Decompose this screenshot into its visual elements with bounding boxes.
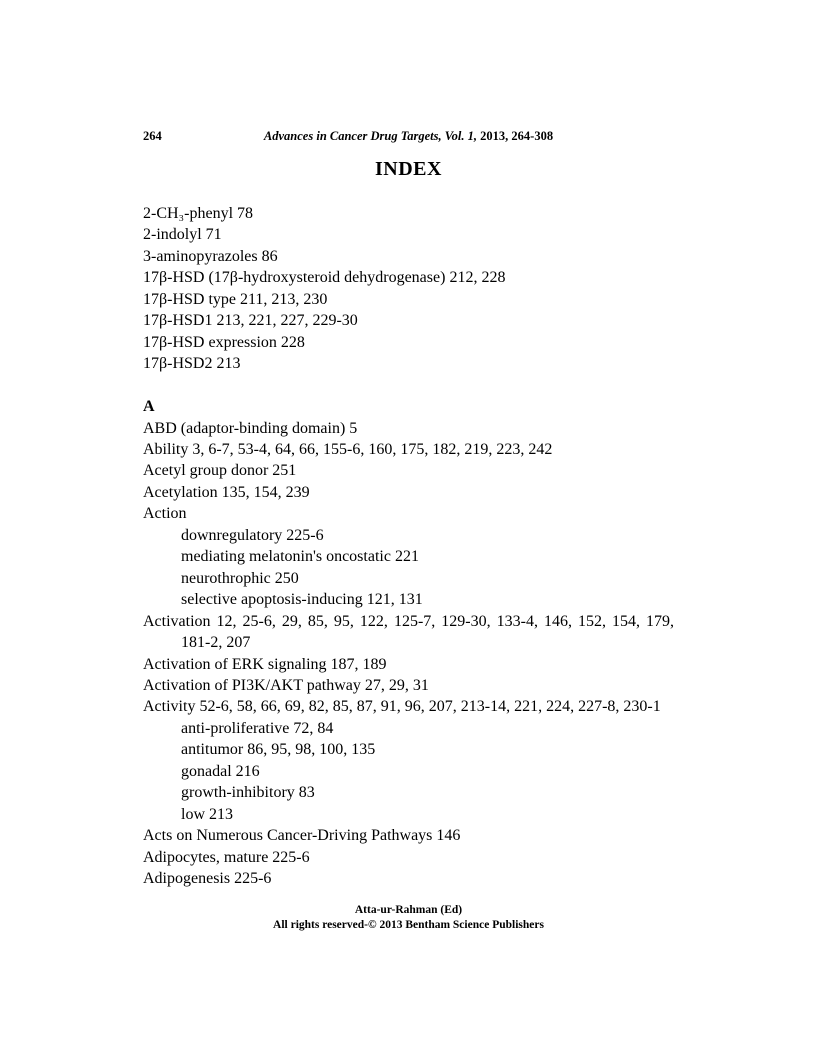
index-subentry: growth-inhibitory 83 [181,784,315,802]
index-subentry: neurothrophic 250 [181,569,299,587]
index-entry: 3-aminopyrazoles 86 [143,247,278,265]
page-header [143,129,674,144]
running-title [143,129,674,144]
blank-line [143,375,674,396]
running-title-italic: Advances in Cancer Drug Targets, Vol. 1, [263,129,478,143]
index-entry: 17β-HSD (17β-hydroxysteroid dehydrogenase) 212, 228 [143,269,506,287]
index-entry: 17β-HSD2 213 [143,355,241,373]
section-heading: A [143,398,155,416]
index-entry: Activity 52-6, 58, 66, 69, 82, 85, 87, 91, 96, 207, 213-14, 221, 224, 227-8, 230-1 [143,698,661,716]
index-entry: Ability 3, 6-7, 53-4, 64, 66, 155-6, 160, 175, 182, 219, 223, 242 [143,440,553,458]
index-entry: Adipogenesis 225-6 [143,870,272,888]
index-entry: Acetylation 135, 154, 239 [143,483,310,501]
index-entry: Acts on Numerous Cancer-Driving Pathways 146 [143,827,461,845]
footer-copyright: All rights reserved-© 2013 Bentham Science Publishers [273,918,544,931]
page-title: INDEX [375,158,442,180]
index-subentry: mediating melatonin's oncostatic 221 [181,548,419,566]
index-entry: 17β-HSD type 211, 213, 230 [143,290,328,308]
footer-editor: Atta-ur-Rahman (Ed) [354,904,463,916]
page-number: 264 [143,129,162,143]
running-title-plain: 2013, 264-308 [477,129,554,143]
index-subentry: antitumor 86, 95, 98, 100, 135 [181,741,376,759]
index-subentry: gonadal 216 [181,762,260,780]
index-entry: Acetyl group donor 251 [143,462,297,480]
index-entry: 2-CH₃-phenyl 78 [143,205,254,222]
index-subentry: anti-proliferative 72, 84 [181,719,334,737]
index-entry: 17β-HSD expression 228 [143,333,305,351]
index-subentry: low 213 [181,805,233,823]
index-entry: Adipocytes, mature 225-6 [143,848,310,866]
index-entry: ABD (adaptor-binding domain) 5 [143,419,358,437]
index-entry: Activation of PI3K/AKT pathway 27, 29, 31 [143,676,429,694]
index-entry: 2-indolyl 71 [143,226,222,244]
index-entry: Action [143,505,187,523]
index-entries [143,203,674,889]
index-entry: Activation of ERK signaling 187, 189 [143,655,387,673]
index-subentry: selective apoptosis-inducing 121, 131 [181,591,423,609]
index-entry: 17β-HSD1 213, 221, 227, 229-30 [143,312,358,330]
index-subentry: downregulatory 225-6 [181,526,324,544]
page-footer [143,903,674,932]
index-entry: Activation 12, 25-6, 29, 85, 95, 122, 125-7, 129-30, 133-4, 146, 152, 154, 179, 181-2, 207 [143,612,674,652]
